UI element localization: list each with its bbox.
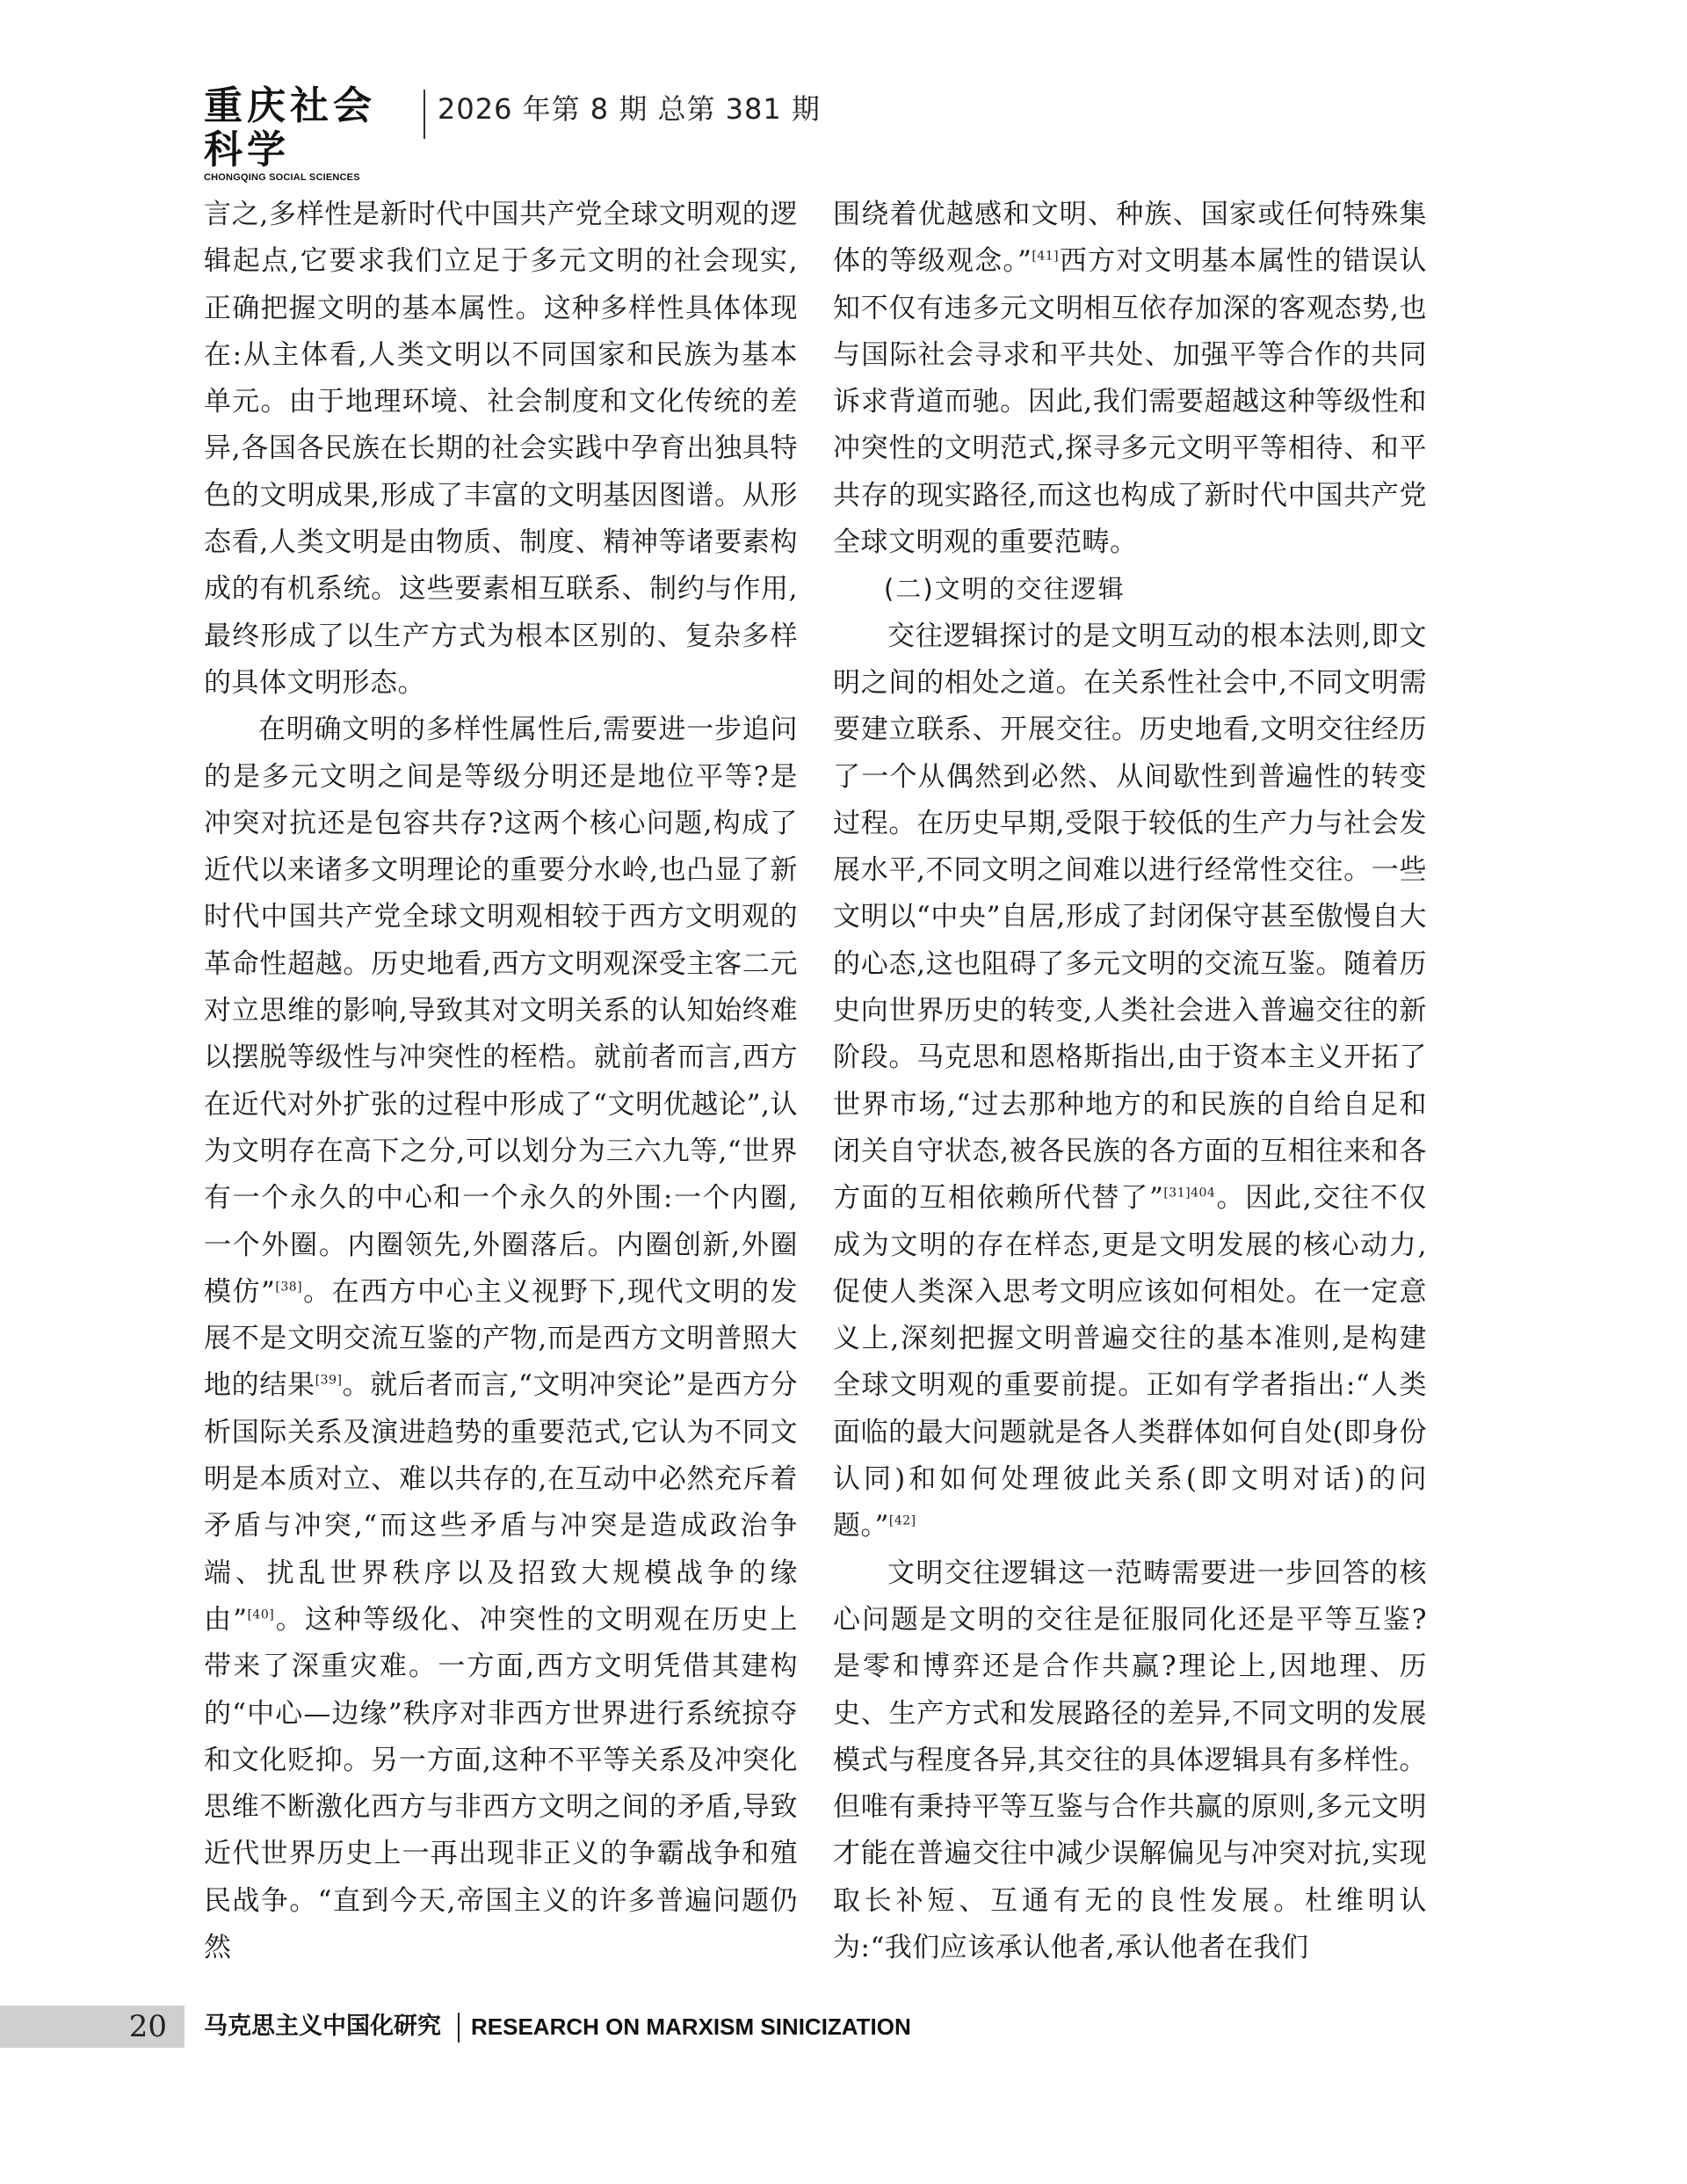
citation-ref: [31]404 — [1163, 1186, 1216, 1201]
right-column — [833, 192, 1427, 1971]
page-number-box — [0, 2006, 185, 2048]
header-divider — [424, 90, 425, 139]
footer-divider — [458, 2013, 460, 2043]
paragraph: 在明确文明的多样性属性后,需要进一步追问的是多元文明之间是等级分明还是地位平等?是冲突对抗还是包容共存?这两个核心问题,构成了近代以来诸多文明理论的重要分水岭,也凸显了新时代中国共产党全球文明观相较于西方文明观的革命性超越。历史地看,西方文明观深受主客二元对立思维的影响,导致其对文明关系的认知始终难以摆脱等级性与冲突性的桎梏。就前者而言,西方在近代对外扩张的过程中形成了“文明优越论”,认为文明存在高下之分,可以划分为三六九等,“世界有一个永久的中心和一个永久的外围:一个内圈,一个外圈。内圈领先,外圈落后。内圈创新,外圈模仿”[38]。在西方中心主义视野下,现代文明的发展不是文明交流互鉴的产物,而是西方文明普照大地的结果[39]。就后者而言,“文明冲突论”是西方分析国际关系及演进趋势的重要范式,它认为不同文明是本质对立、难以共存的,在互动中必然充斥着矛盾与冲突,“而这些矛盾与冲突是造成政治争端、扰乱世界秩序以及招致大规模战争的缘由”[40]。这种等级化、冲突性的文明观在历史上带来了深重灾难。一方面,西方文明凭借其建构的“中心—边缘”秩序对非西方世界进行系统掠夺和文化贬抑。另一方面,这种不平等关系及冲突化思维不断激化西方与非西方文明之间的矛盾,导致近代世界历史上一再出现非正义的争霸战争和殖民战争。“直到今天,帝国主义的许多普遍问题仍然 — [204, 714, 798, 1963]
section-title-cn: 马克思主义中国化研究 — [204, 2013, 441, 2040]
paragraph: 交往逻辑探讨的是文明互动的根本法则,即文明之间的相处之道。在关系性社会中,不同文明需要建立联系、开展交往。历史地看,文明交往经历了一个从偶然到必然、从间歇性到普遍性的转变过程。在历史早期,受限于较低的生产力与社会发展水平,不同文明之间难以进行经常性交往。一些文明以“中央”自居,形成了封闭保守甚至傲慢自大的心态,这也阻碍了多元文明的交流互鉴。随着历史向世界历史的转变,人类社会进入普遍交往的新阶段。马克思和恩格斯指出,由于资本主义开拓了世界市场,“过去那种地方的和民族的自给自足和闭关自守状态,被各民族的各方面的互相往来和各方面的互相依赖所代替了”$^{[31]404}$。因此,交往不仅成为文明的存在样态,更是文明发展的核心动力,促使人类深入思考文明应该如何相处。在一定意义上,深刻把握文明普遍交往的基本准则,是构建全球文明观的重要前提。正如有学者指出:“人类面临的最大问题就是各人类群体如何自处(即身份认同)和如何处理彼此关系(即文明对话)的问题。”[42] — [833, 620, 1427, 1542]
citation-ref: [39] — [315, 1374, 343, 1389]
left-column — [204, 192, 798, 1971]
citation-ref: [41] — [1032, 249, 1060, 264]
journal-logo — [204, 84, 415, 183]
paragraph: 言之,多样性是新时代中国共产党全球文明观的逻辑起点,它要求我们立足于多元文明的社会现实,正确把握文明的基本属性。这种多样性具体体现在:从主体看,人类文明以不同国家和民族为基本单元。由于地理环境、社会制度和文化传统的差异,各国各民族在长期的社会实践中孕育出独具特色的文明成果,形成了丰富的文明基因图谱。从形态看,人类文明是由物质、制度、精神等诸要素构成的有机系统。这些要素相互联系、制约与作用,最终形成了以生产方式为根本区别的、复杂多样的具体文明形态。 — [204, 199, 798, 699]
issue-info: 2026 年第 8 期 总第 381 期 — [438, 92, 821, 126]
page-footer — [0, 2006, 1687, 2048]
journal-title-cn: 重庆社会科学 — [204, 83, 376, 172]
citation-ref: [40] — [247, 1607, 275, 1622]
citation-ref: [38] — [275, 1280, 303, 1295]
section-title-en: RESEARCH ON MARXISM SINICIZATION — [471, 2013, 911, 2040]
paragraph: 文明交往逻辑这一范畴需要进一步回答的核心问题是文明的交往是征服同化还是平等互鉴?是零和博弈还是合作共赢?理论上,因地理、历史、生产方式和发展路径的差异,不同文明的发展模式与程度各异,其交往的具体逻辑具有多样性。但唯有秉持平等互鉴与合作共赢的原则,多元文明才能在普遍交往中减少误解偏见与冲突对抗,实现取长补短、互通有无的良性发展。杜维明认为:“我们应该承认他者,承认他者在我们 — [833, 1556, 1427, 1963]
page-number: 20 — [128, 2009, 167, 2044]
journal-title-en: CHONGQING SOCIAL SCIENCES — [204, 172, 360, 183]
citation-ref: [42] — [888, 1513, 916, 1528]
section-subheading: (二)文明的交往逻辑 — [884, 574, 1126, 605]
paragraph: 围绕着优越感和文明、种族、国家或任何特殊集体的等级观念。”[41]西方对文明基本属性的错误认知不仅有违多元文明相互依存加深的客观态势,也与国际社会寻求和平共处、加强平等合作的共同诉求背道而驰。因此,我们需要超越这种等级性和冲突性的文明范式,探寻多元文明平等相待、和平共存的现实路径,而这也构成了新时代中国共产党全球文明观的重要范畴。 — [833, 199, 1427, 559]
